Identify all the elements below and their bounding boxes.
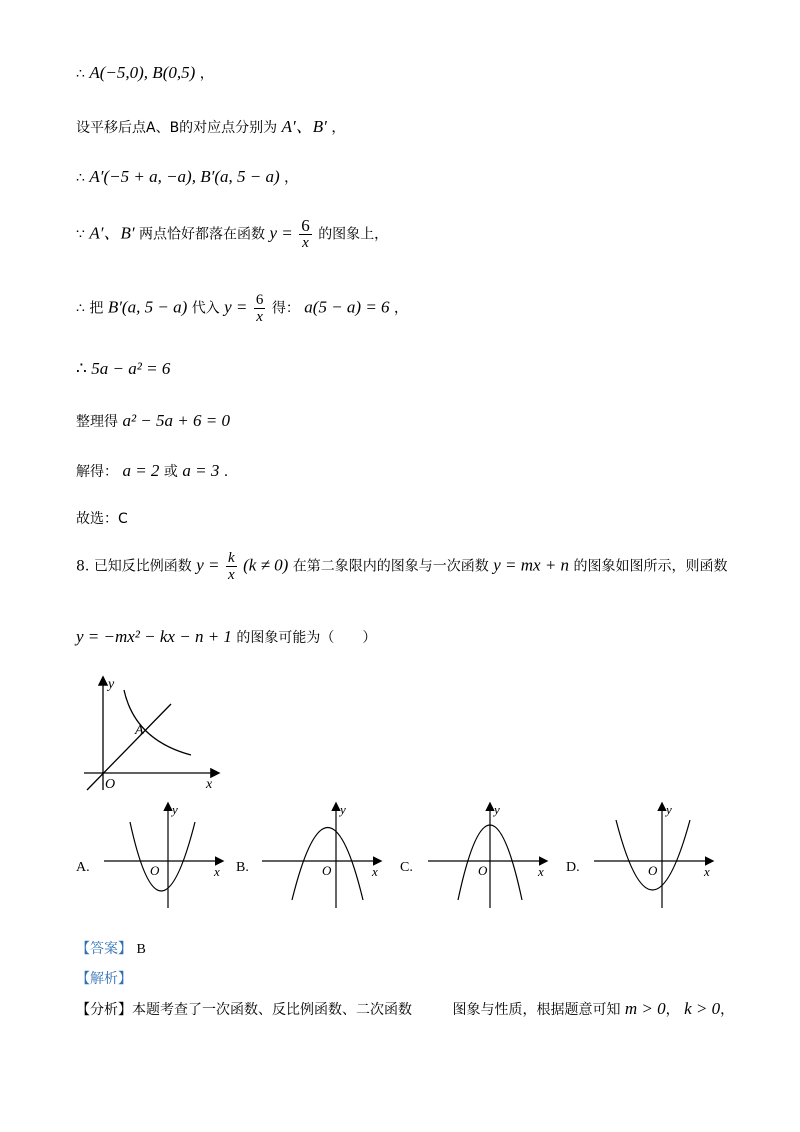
- func-y: y =: [269, 223, 293, 243]
- x-label: x: [538, 864, 544, 879]
- solution-line-6: [76, 360, 170, 379]
- x-label: x: [372, 864, 378, 879]
- main-graph: [80, 672, 230, 794]
- text: 的图象如图所示，则函数: [573, 558, 728, 575]
- linear-line: [87, 704, 171, 790]
- y-label: y: [494, 802, 500, 817]
- numerator: 6: [301, 216, 310, 235]
- option-b-letter: B.: [236, 860, 249, 875]
- answer-choice: 故选：C: [76, 511, 128, 527]
- func-y: y =: [196, 555, 220, 575]
- denominator: x: [228, 567, 235, 583]
- therefore-symbol: ∴: [76, 359, 87, 379]
- solution-line-1: [76, 64, 214, 83]
- math-equation: 5a − a² = 6: [91, 359, 171, 378]
- solution-line-9: [76, 510, 128, 528]
- y-label: y: [108, 677, 115, 692]
- point-a-label: A: [135, 723, 144, 738]
- parabola: [616, 820, 690, 890]
- x-label: x: [214, 864, 220, 879]
- x-label: x: [704, 864, 710, 879]
- fenxi-line: [76, 1000, 734, 1019]
- text: 把: [89, 300, 104, 317]
- fraction-6-over-x: [299, 218, 312, 251]
- punct: ，: [331, 120, 346, 136]
- fenxi-tag: 【分析】: [76, 1002, 132, 1018]
- answer-value: B: [136, 942, 146, 957]
- option-b-graph[interactable]: [258, 800, 388, 910]
- therefore-symbol: ∴: [76, 170, 85, 186]
- solution-line-8: [76, 462, 228, 481]
- fraction-6-over-x: [254, 292, 266, 325]
- text: 或: [163, 464, 178, 480]
- condition: (k ≠ 0): [243, 555, 289, 575]
- numerator: 6: [255, 292, 264, 308]
- linear-function: y = mx + n: [493, 555, 570, 575]
- text: 的图象可能为（ ）: [236, 630, 377, 646]
- text: 解得：: [76, 464, 118, 480]
- punct: ，: [720, 1002, 735, 1018]
- fenxi-text-b: 图象与性质，根据题意可知: [452, 1002, 621, 1018]
- punct: ，: [394, 300, 408, 317]
- numerator: k: [228, 550, 235, 566]
- quadratic-function: y = −mx² − kx − n + 1: [76, 627, 232, 646]
- option-d-graph[interactable]: [590, 800, 720, 910]
- punct: ，: [665, 1002, 680, 1018]
- parabola: [130, 822, 195, 891]
- math-translated-points: A′(−5 + a, −a), B′(a, 5 − a): [89, 167, 280, 186]
- denominator: x: [256, 309, 263, 325]
- text: 两点恰好都落在函数: [139, 226, 266, 243]
- solution-line-2: [76, 118, 345, 137]
- answer-line: [76, 940, 146, 959]
- option-c-graph[interactable]: [424, 800, 554, 910]
- y-label: y: [340, 802, 346, 817]
- solution-line-4: [76, 218, 388, 251]
- denominator: x: [302, 235, 309, 251]
- y-label: y: [666, 802, 672, 817]
- option-c-letter: C.: [400, 860, 413, 875]
- solution-line-5: [76, 292, 408, 325]
- origin-label: O: [648, 863, 658, 878]
- text: 已知反比例函数: [93, 558, 192, 575]
- origin-label: O: [322, 863, 332, 878]
- math-k-positive: k > 0: [684, 999, 721, 1018]
- fenxi-text: 本题考查了一次函数、反比例函数、二次函数: [132, 1002, 412, 1018]
- solution-line-3: [76, 168, 298, 187]
- punct: ，: [284, 170, 299, 186]
- x-label: x: [206, 777, 213, 792]
- text: 得：: [271, 300, 300, 317]
- origin-label: O: [105, 777, 116, 792]
- text: 设平移后点A、B的对应点分别为: [76, 120, 278, 136]
- text: 代入: [191, 300, 220, 317]
- math-equation: a(5 − a) = 6: [304, 297, 390, 317]
- option-a-letter: A.: [76, 860, 90, 875]
- math-solution-1: a = 2: [122, 461, 160, 480]
- option-a-graph[interactable]: [100, 800, 230, 910]
- answer-tag: 【答案】: [76, 941, 132, 957]
- math-primes: A′、B′: [89, 223, 135, 243]
- y-label: y: [172, 802, 178, 817]
- math-solution-2: a = 3: [182, 461, 220, 480]
- origin-label: O: [150, 863, 160, 878]
- math-b-prime: B′(a, 5 − a): [107, 297, 188, 317]
- text: 整理得: [76, 414, 118, 430]
- because-symbol: ∵: [76, 226, 85, 243]
- math-equation: a² − 5a + 6 = 0: [122, 411, 230, 430]
- therefore-symbol: ∴: [76, 300, 85, 317]
- origin-label: O: [478, 863, 488, 878]
- therefore-symbol: ∴: [76, 66, 85, 82]
- math-m-positive: m > 0: [624, 999, 666, 1018]
- option-d-letter: D.: [566, 860, 580, 875]
- question-8-line-2: [76, 628, 376, 647]
- analysis-tag: 【解析】: [76, 971, 132, 987]
- punct: ，: [199, 66, 214, 82]
- func-y: y =: [224, 297, 248, 317]
- question-8-line-1: [76, 550, 728, 583]
- text: 在第二象限内的图象与一次函数: [292, 558, 489, 575]
- punct: .: [223, 464, 229, 480]
- fraction-k-over-x: [226, 550, 237, 583]
- math-primes: A′、B′: [281, 117, 327, 136]
- question-number: 8.: [76, 558, 90, 575]
- math-points-ab: A(−5,0), B(0,5): [89, 63, 196, 82]
- analysis-line: [76, 970, 132, 988]
- text: 的图象上，: [318, 226, 389, 243]
- solution-line-7: [76, 412, 230, 431]
